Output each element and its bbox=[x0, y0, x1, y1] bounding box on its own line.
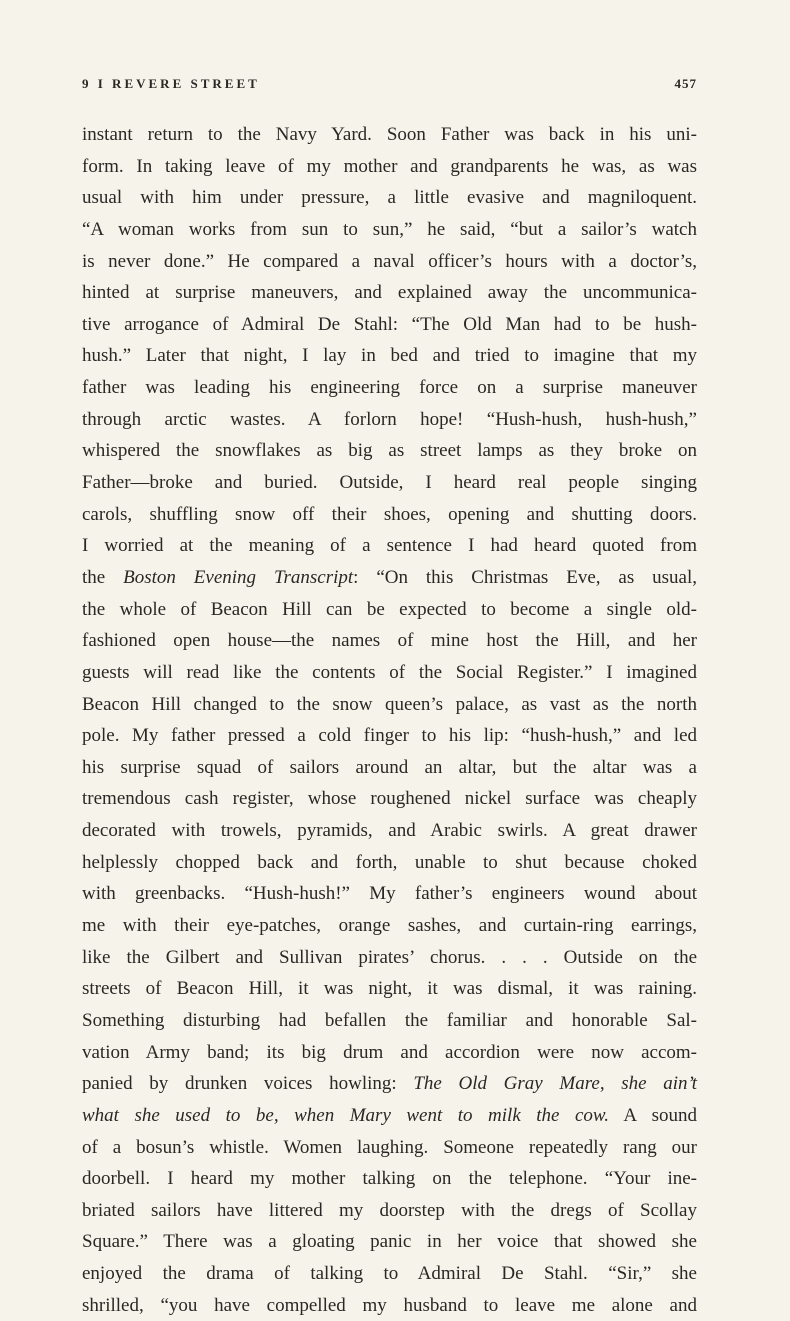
text-segment: like the Gilbert and Sullivan pirates’ chorus. . . . Outside on the bbox=[82, 946, 697, 968]
text-line bbox=[82, 467, 697, 499]
text-line bbox=[82, 340, 697, 372]
text-line bbox=[82, 973, 697, 1005]
text-line bbox=[82, 942, 697, 974]
text-segment: I worried at the meaning of a sentence I had heard quoted from bbox=[82, 535, 697, 557]
text-segment: is never done.” He compared a naval officer’s hours with a doctor’s, bbox=[82, 250, 697, 272]
text-line bbox=[82, 372, 697, 404]
text-line bbox=[82, 878, 697, 910]
text-line bbox=[82, 625, 697, 657]
text-segment: instant return to the Navy Yard. Soon Father was back in his uni- bbox=[82, 124, 697, 145]
italic-text: The Old Gray Mare, she ain’t bbox=[413, 1073, 697, 1095]
text-line bbox=[82, 151, 697, 183]
text-segment: panied by drunken voices howling: bbox=[82, 1073, 414, 1095]
text-line bbox=[82, 182, 697, 214]
text-segment: Father—broke and buried. Outside, I heard real people singing bbox=[82, 472, 697, 494]
text-line bbox=[82, 910, 697, 942]
text-line bbox=[82, 309, 697, 341]
italic-text: what she used to be, when Mary went to milk the cow. bbox=[82, 1104, 609, 1126]
text-line bbox=[82, 277, 697, 309]
text-segment: “A woman works from sun to sun,” he said, “but a sailor’s watch bbox=[82, 218, 697, 240]
text-line bbox=[82, 1132, 697, 1164]
text-line bbox=[82, 499, 697, 531]
text-line bbox=[82, 1258, 697, 1290]
text-line bbox=[82, 1226, 697, 1258]
text-segment: me with their eye-patches, orange sashes, and curtain-ring earrings, bbox=[82, 915, 697, 937]
text-segment: Beacon Hill changed to the snow queen’s palace, as vast as the north bbox=[82, 693, 697, 715]
text-line bbox=[82, 783, 697, 815]
text-line bbox=[82, 1100, 697, 1132]
running-head bbox=[82, 76, 697, 96]
text-segment: : “On this Christmas Eve, as usual, bbox=[353, 566, 697, 588]
text-line bbox=[82, 404, 697, 436]
text-segment: the bbox=[82, 566, 124, 588]
text-line bbox=[82, 1163, 697, 1195]
text-segment: decorated with trowels, pyramids, and Arabic swirls. A great drawer bbox=[82, 820, 697, 842]
text-segment: tremendous cash register, whose roughened nickel surface was cheaply bbox=[82, 788, 697, 810]
text-line bbox=[82, 1195, 697, 1227]
text-line bbox=[82, 689, 697, 721]
text-segment: his surprise squad of sailors around an altar, but the altar was a bbox=[82, 756, 697, 778]
text-segment: the whole of Beacon Hill can be expected to become a single old- bbox=[82, 598, 697, 620]
text-line bbox=[82, 119, 697, 151]
text-segment: streets of Beacon Hill, it was night, it was dismal, it was raining. bbox=[82, 978, 697, 1000]
text-line bbox=[82, 1037, 697, 1069]
text-segment: form. In taking leave of my mother and grandparents he was, as was bbox=[82, 155, 697, 177]
text-segment: of a bosun’s whistle. Women laughing. Someone repeatedly rang our bbox=[82, 1136, 697, 1158]
italic-text: Boston Evening Transcript bbox=[123, 566, 354, 588]
text-segment: helplessly chopped back and forth, unable to shut because choked bbox=[82, 851, 697, 873]
text-segment: pole. My father pressed a cold finger to his lip: “hush-hush,” and led bbox=[82, 725, 697, 747]
text-segment: Something disturbing had befallen the familiar and honorable Sal- bbox=[82, 1009, 697, 1031]
text-line bbox=[82, 594, 697, 626]
text-segment: usual with him under pressure, a little evasive and magniloquent. bbox=[82, 187, 697, 209]
text-line bbox=[82, 657, 697, 689]
page-number: 457 bbox=[674, 76, 697, 91]
running-title: 9 I REVERE STREET bbox=[82, 76, 260, 91]
body-text bbox=[82, 119, 697, 1321]
text-line bbox=[82, 435, 697, 467]
text-segment: fashioned open house—the names of mine host the Hill, and her bbox=[82, 630, 697, 652]
text-segment: doorbell. I heard my mother talking on the telephone. “Your ine- bbox=[82, 1168, 697, 1190]
text-line bbox=[82, 214, 697, 246]
text-segment: vation Army band; its big drum and accordion were now accom- bbox=[82, 1041, 697, 1063]
text-line bbox=[82, 752, 697, 784]
text-line bbox=[82, 847, 697, 879]
text-line bbox=[82, 720, 697, 752]
text-segment: hush.” Later that night, I lay in bed and tried to imagine that my bbox=[82, 345, 697, 367]
text-line bbox=[82, 1005, 697, 1037]
text-segment: Square.” There was a gloating panic in her voice that showed she bbox=[82, 1231, 697, 1253]
text-line bbox=[82, 246, 697, 278]
text-segment: with greenbacks. “Hush-hush!” My father’s engineers wound about bbox=[82, 883, 697, 905]
text-segment: father was leading his engineering force on a surprise maneuver bbox=[82, 377, 697, 399]
text-segment: tive arrogance of Admiral De Stahl: “The Old Man had to be hush- bbox=[82, 313, 697, 335]
text-segment: whispered the snowflakes as big as street lamps as they broke on bbox=[82, 440, 697, 462]
text-segment: carols, shuffling snow off their shoes, opening and shutting doors. bbox=[82, 503, 697, 525]
text-line bbox=[82, 815, 697, 847]
text-segment: through arctic wastes. A forlorn hope! “Hush-hush, hush-hush,” bbox=[82, 408, 697, 430]
text-segment: shrilled, “you have compelled my husband to leave me alone and bbox=[82, 1294, 697, 1316]
text-segment: hinted at surprise maneuvers, and explained away the uncommunica- bbox=[82, 282, 697, 304]
text-line bbox=[82, 1068, 697, 1100]
text-segment: enjoyed the drama of talking to Admiral De Stahl. “Sir,” she bbox=[82, 1263, 697, 1285]
text-line bbox=[82, 1290, 697, 1321]
text-segment: briated sailors have littered my doorstep with the dregs of Scollay bbox=[82, 1199, 697, 1221]
text-segment: guests will read like the contents of the Social Register.” I imagined bbox=[82, 661, 697, 683]
text-line bbox=[82, 530, 697, 562]
text-segment: A sound bbox=[608, 1104, 697, 1126]
text-line bbox=[82, 562, 697, 594]
